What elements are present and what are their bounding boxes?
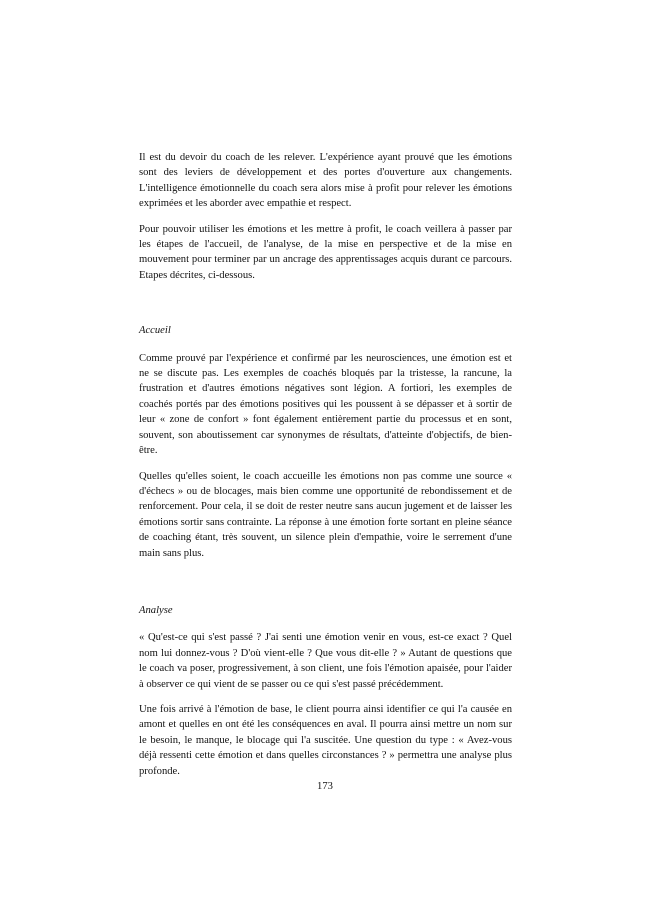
section-accueil bbox=[139, 323, 512, 561]
section-heading: Accueil bbox=[139, 325, 171, 337]
section-paragraph: Une fois arrivé à l'émotion de base, le client pourra ainsi identifier ce qui l'a causée en amont et quelles en ont été les conséquences en aval. Il pourra ainsi mettre un nom sur le besoin, le manque, le blocage qui l'a suscitée. Une question du type : « Avez-vous déjà ressenti cette émotion et dans quelles circonstances ? » permettra une analyse plus profonde. bbox=[139, 703, 512, 777]
page-number: 173 bbox=[317, 781, 333, 792]
section-paragraph: Comme prouvé par l'expérience et confirmé par les neurosciences, une émotion est et ne se discute pas. Les exemples de coachés bloqués par la tristesse, la rancune, la frustration et d'autres émotions négatives sont légion. A fortiori, les exemples de coachés portés par des émotions positives qui les poussent à se dépasser et à sortir de leur « zone de confort » font également entièrement partie du processus et en sont, souvent, son aboutissement car synonymes de résultats, d'atteinte d'objectifs, de bien-être. bbox=[139, 352, 512, 457]
section-paragraph: « Qu'est-ce qui s'est passé ? J'ai senti une émotion venir en vous, est-ce exact ? Quel nom lui donnez-vous ? D'où vient-elle ? Que vous dit-elle ? » Autant de questions que le coach va poser, progressivement, à son client, une fois l'émotion apaisée, pour l'aider à observer ce qui vient de se passer ou ce qui s'est passé précédemment. bbox=[139, 632, 512, 690]
intro-paragraph: Il est du devoir du coach de les relever. L'expérience ayant prouvé que les émotions sont des leviers de développement et des portes d'ouverture aux changements. L'intelligence émotionnelle du coach sera alors mise à profit pour relever les émotions exprimées et les aborder avec empathie et respect. bbox=[139, 152, 512, 210]
section-spacer bbox=[139, 293, 512, 323]
page-body bbox=[139, 150, 512, 789]
section-heading: Analyse bbox=[139, 604, 173, 616]
section-analyse bbox=[139, 603, 512, 779]
section-paragraph: Quelles qu'elles soient, le coach accueille les émotions non pas comme une source « d'échecs » ou de blocages, mais bien comme une opportunité de rebondissement et de renforcement. Pour cela, il se doit de rester neutre sans aucun jugement et de laisser les émotions sortir sans contrainte. La réponse à une émotion forte sortant en pleine séance de coaching étant, très souvent, un silence plein d'empathie, voire le serrement d'une main sans plus. bbox=[139, 470, 512, 559]
section-spacer bbox=[139, 571, 512, 603]
intro-paragraph: Pour pouvoir utiliser les émotions et les mettre à profit, le coach veillera à passer par les étapes de l'accueil, de l'analyse, de la mise en perspective et de la mise en mouvement pour terminer par un ancrage des apprentissages acquis durant ce parcours. Etapes décrites, ci-dessous. bbox=[139, 223, 512, 281]
